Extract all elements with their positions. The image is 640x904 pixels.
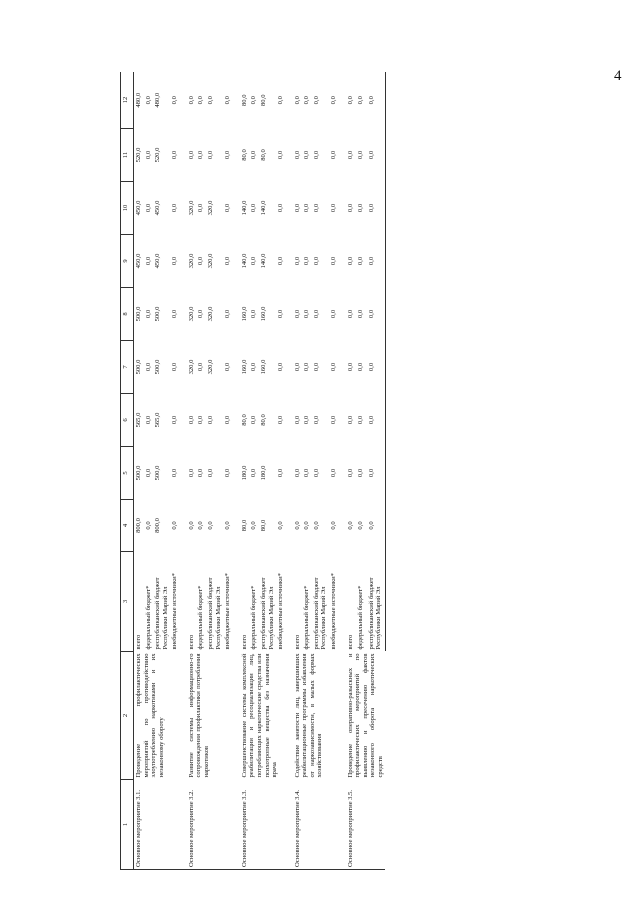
funding-value: 0,0 [144,256,152,266]
measure-description: Развитие системы информационно-го сопровождения профилактики потребления наркотиков [187,653,211,778]
funding-value: 0,0 [206,72,223,129]
funding-value: 0,0 [329,309,337,319]
funding-value: 0,0 [329,150,337,160]
funding-value: 0,0 [346,468,354,478]
funding-value: 0,0 [224,415,232,425]
funding-value: 0,0 [250,415,258,425]
funding-value: 0,0 [303,468,311,478]
funding-value: 140,0 [259,253,267,269]
funding-value: 0,0 [346,415,354,425]
funding-value: 0,0 [197,521,205,530]
funding-value: 0,0 [312,309,320,319]
measure-description: Проведение оперативно-разыскных и профилактических мероприятий по выявлению и пресечению фактов незаконного оборота наркотических средств [346,653,384,778]
column-number: 4 [121,500,134,552]
funding-value: 0,0 [207,521,215,530]
table-row [339,72,357,870]
funding-value: 0,0 [197,150,205,160]
funding-value: 0,0 [302,72,312,129]
funding-value: 0,0 [303,521,311,530]
funding-value: 0,0 [171,309,179,319]
funding-value: 0,0 [277,256,285,266]
funding-value: 0,0 [367,182,386,235]
funding-value: 0,0 [293,150,301,160]
funding-value: 80,0 [240,519,248,532]
measure-name: Основное мероприятие 3.5. [339,780,386,870]
funding-value: 0,0 [197,468,205,478]
funding-source: всего [293,634,301,650]
table-row [286,72,303,870]
funding-source: федеральный бюджет* [144,585,152,650]
funding-value: 0,0 [357,362,365,372]
funding-value: 480,0 [153,72,170,129]
table-body [134,72,386,870]
funding-value: 0,0 [312,521,320,530]
funding-value: 160,0 [240,306,248,322]
funding-value: 0,0 [329,72,339,129]
funding-value: 80,0 [259,149,267,161]
rotated-table-wrapper [120,72,532,870]
funding-value: 0,0 [293,415,301,425]
funding-value: 0,0 [329,256,337,266]
funding-table [120,72,386,870]
funding-value: 0,0 [187,150,195,160]
funding-value: 0,0 [303,150,311,160]
funding-source: республиканский бюджет Республики Марий Эл [259,577,275,650]
table-row [180,72,197,870]
funding-value: 320,0 [187,359,195,375]
funding-value: 0,0 [293,309,301,319]
funding-value: 0,0 [250,150,258,160]
measure-name: Основное мероприятие 3.4. [286,780,339,870]
funding-value: 0,0 [277,309,285,319]
funding-value: 0,0 [346,203,354,213]
funding-value: 80,0 [259,414,267,426]
funding-value: 0,0 [303,309,311,319]
funding-value: 0,0 [187,468,195,478]
funding-value: 0,0 [250,362,258,372]
table-row [233,72,250,870]
funding-source: внебюджетные источники* [277,573,285,650]
funding-value: 80,0 [259,519,267,532]
funding-value: 0,0 [329,415,337,425]
funding-value: 0,0 [224,203,232,213]
funding-source: всего [240,634,248,650]
funding-value: 0,0 [367,72,386,129]
funding-value: 0,0 [250,203,258,213]
funding-value: 0,0 [144,415,152,425]
funding-value: 0,0 [329,362,337,372]
column-number-header [121,72,134,870]
funding-value: 0,0 [144,150,152,160]
funding-value: 0,0 [277,150,285,160]
funding-value: 0,0 [312,362,320,372]
funding-value: 80,0 [259,72,276,129]
funding-value: 160,0 [240,359,248,375]
funding-value: 0,0 [207,415,215,425]
funding-value: 0,0 [277,415,285,425]
table-row [134,72,144,870]
funding-value: 0,0 [197,256,205,266]
funding-value: 0,0 [293,362,301,372]
funding-source: республиканский бюджет Республики Марий Эл [154,577,169,650]
funding-value: 500,0 [154,306,162,322]
funding-value: 480,0 [134,72,144,129]
column-number: 11 [121,129,134,182]
funding-value: 0,0 [196,72,206,129]
funding-value: 0,0 [312,415,320,425]
measure-name: Основное мероприятие 3.2. [180,780,233,870]
funding-value: 0,0 [329,203,337,213]
funding-value: 500,0 [135,306,142,322]
funding-value: 320,0 [207,306,215,322]
funding-value: 0,0 [312,150,320,160]
funding-value: 0,0 [346,150,354,160]
funding-value: 0,0 [312,256,320,266]
funding-value: 80,0 [240,149,248,161]
funding-value: 0,0 [171,521,179,530]
funding-source: внебюджетные источники* [224,573,232,650]
funding-value: 0,0 [346,521,354,530]
funding-value: 520,0 [154,147,162,163]
funding-value: 0,0 [367,394,386,447]
funding-value: 0,0 [312,72,329,129]
funding-value: 450,0 [154,253,162,269]
column-number: 7 [121,341,134,394]
funding-value: 0,0 [286,72,303,129]
funding-value: 520,0 [135,147,142,163]
funding-value: 0,0 [207,150,215,160]
funding-value: 320,0 [207,253,215,269]
funding-value: 320,0 [187,306,195,322]
funding-source: федеральный бюджет* [197,585,205,650]
funding-value: 450,0 [154,200,162,216]
funding-value: 0,0 [303,203,311,213]
column-number: 1 [121,780,134,870]
funding-value: 80,0 [233,72,250,129]
funding-value: 500,0 [154,465,162,481]
column-number: 9 [121,235,134,288]
measure-description: Содействие занятости лиц, завершивших реабилитационные программы избавления от наркозависимости, в малых формах хозяйствования [293,653,324,778]
funding-value: 0,0 [224,521,232,530]
funding-value: 0,0 [303,415,311,425]
funding-value: 320,0 [187,200,195,216]
funding-value: 0,0 [357,521,365,530]
funding-value: 0,0 [144,521,152,530]
funding-value: 0,0 [357,468,365,478]
funding-value: 0,0 [144,309,152,319]
funding-value: 180,0 [259,465,267,481]
funding-value: 0,0 [187,415,195,425]
funding-value: 0,0 [367,447,386,500]
funding-value: 0,0 [197,415,205,425]
funding-value: 0,0 [197,362,205,372]
funding-value: 0,0 [180,72,197,129]
funding-value: 320,0 [207,200,215,216]
funding-value: 0,0 [250,468,258,478]
measure-description: Совершенствование системы комплексной реабилитации и ресоциализации лиц, потребляющих наркотические средства или психотропные вещества без назначения врача [240,653,279,778]
funding-value: 160,0 [259,306,267,322]
funding-value: 500,0 [135,465,142,481]
column-number: 3 [121,552,134,652]
funding-value: 0,0 [367,341,386,394]
funding-value: 0,0 [357,203,365,213]
funding-source: федеральный бюджет* [357,585,365,650]
funding-value: 0,0 [224,362,232,372]
funding-value: 0,0 [346,256,354,266]
funding-value: 0,0 [346,362,354,372]
funding-source: внебюджетные источники* [329,573,337,650]
funding-value: 0,0 [329,468,337,478]
column-number: 5 [121,447,134,500]
funding-value: 0,0 [329,521,337,530]
funding-value: 0,0 [356,72,366,129]
funding-value: 0,0 [224,468,232,478]
column-number: 2 [121,652,134,780]
funding-value: 0,0 [293,521,301,530]
funding-value: 0,0 [276,72,286,129]
funding-value: 0,0 [293,468,301,478]
funding-value: 0,0 [170,72,180,129]
funding-value: 0,0 [224,309,232,319]
measure-name: Основное мероприятие 3.3. [233,780,286,870]
funding-value: 0,0 [303,362,311,372]
funding-source: всего [187,634,195,650]
funding-value: 0,0 [223,72,233,129]
funding-value: 0,0 [171,415,179,425]
funding-value: 0,0 [171,203,179,213]
column-number: 12 [121,72,134,129]
column-number: 8 [121,288,134,341]
funding-value: 450,0 [135,253,142,269]
funding-value: 565,0 [135,412,142,428]
funding-source: республиканский бюджет Республики Марий Эл [367,552,386,652]
funding-value: 0,0 [339,72,357,129]
funding-source: внебюджетные источники* [171,573,179,650]
funding-value: 0,0 [197,203,205,213]
funding-value: 0,0 [144,72,154,129]
funding-value: 0,0 [144,203,152,213]
funding-source: республиканский бюджет Республики Марий Эл [207,577,222,650]
funding-value: 0,0 [171,150,179,160]
measure-name: Основное мероприятие 3.1. [134,780,180,870]
funding-value: 0,0 [187,521,195,530]
funding-source: федеральный бюджет* [303,585,311,650]
rotated-page-area [120,72,532,870]
funding-source: федеральный бюджет* [250,585,258,650]
funding-value: 0,0 [357,415,365,425]
funding-value: 0,0 [250,521,258,530]
funding-value: 0,0 [277,362,285,372]
funding-value: 0,0 [293,256,301,266]
funding-value: 0,0 [224,150,232,160]
funding-value: 80,0 [240,414,248,426]
funding-value: 0,0 [277,468,285,478]
funding-value: 0,0 [303,256,311,266]
funding-source: всего [346,634,354,650]
funding-value: 0,0 [357,309,365,319]
funding-value: 450,0 [135,200,142,216]
funding-value: 140,0 [259,200,267,216]
funding-value: 500,0 [135,359,142,375]
funding-value: 500,0 [154,359,162,375]
funding-value: 320,0 [187,253,195,269]
funding-value: 0,0 [171,362,179,372]
funding-value: 0,0 [346,309,354,319]
funding-value: 0,0 [312,203,320,213]
funding-value: 0,0 [277,203,285,213]
column-number: 10 [121,182,134,235]
funding-value: 0,0 [171,256,179,266]
funding-value: 0,0 [357,256,365,266]
funding-value: 0,0 [277,521,285,530]
funding-value: 140,0 [240,200,248,216]
funding-value: 0,0 [367,500,386,552]
funding-value: 0,0 [357,150,365,160]
funding-value: 800,0 [135,518,142,533]
funding-value: 0,0 [367,288,386,341]
funding-value: 0,0 [249,72,259,129]
funding-value: 180,0 [240,465,248,481]
funding-value: 0,0 [224,256,232,266]
funding-value: 0,0 [312,468,320,478]
column-number: 6 [121,394,134,447]
funding-value: 140,0 [240,253,248,269]
funding-value: 160,0 [259,359,267,375]
funding-value: 0,0 [367,129,386,182]
funding-value: 0,0 [367,235,386,288]
funding-value: 320,0 [207,359,215,375]
funding-value: 0,0 [171,468,179,478]
funding-source: республиканский бюджет Республики Марий Эл [312,577,328,650]
funding-value: 800,0 [154,518,162,533]
funding-value: 0,0 [197,309,205,319]
funding-value: 565,0 [154,412,162,428]
funding-value: 0,0 [293,203,301,213]
funding-source: всего [135,634,142,650]
funding-value: 0,0 [144,468,152,478]
funding-value: 0,0 [144,362,152,372]
page-number: 4 [614,68,622,84]
measure-description: Проведение профилактических мероприятий по противодействию злоупотреблению наркотиками и их незаконному обороту [135,653,165,778]
funding-value: 0,0 [207,468,215,478]
funding-value: 0,0 [250,256,258,266]
funding-value: 0,0 [250,309,258,319]
